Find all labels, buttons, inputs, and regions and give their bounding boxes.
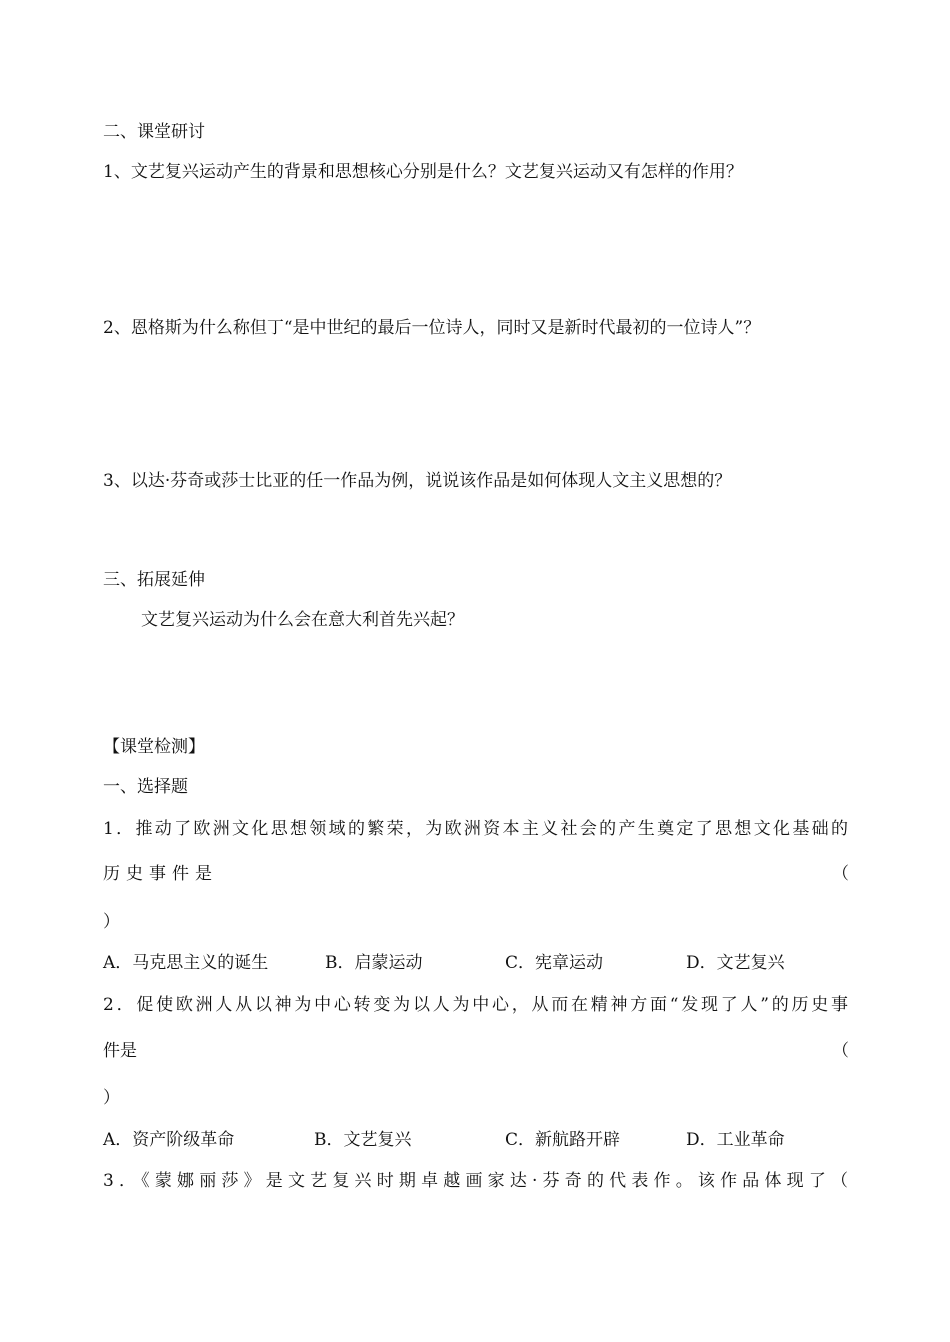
test-question-3-line-1: 3．《蒙娜丽莎》是文艺复兴时期卓越画家达·芬奇的代表作。该作品体现了（ xyxy=(103,1171,848,1191)
test-question-2-open-paren: （ xyxy=(832,1041,849,1061)
test-question-1-open-paren: （ xyxy=(832,864,849,884)
test-question-2-option-c: C．新航路开辟 xyxy=(505,1130,621,1150)
test-question-2-option-d: D．工业革命 xyxy=(686,1130,785,1150)
discussion-question-1: 1、文艺复兴运动产生的背景和思想核心分别是什么？文艺复兴运动又有怎样的作用？ xyxy=(103,162,743,182)
test-question-1-close-paren: ） xyxy=(103,912,120,932)
test-question-1-line-2: 历史事件是 xyxy=(103,864,218,884)
discussion-question-2: 2、恩格斯为什么称但丁“是中世纪的最后一位诗人，同时又是新时代最初的一位诗人”？ xyxy=(103,318,761,338)
test-question-2-close-paren: ） xyxy=(103,1088,120,1108)
test-question-1-option-b: B．启蒙运动 xyxy=(325,953,423,973)
test-question-2-line-1: 2．促使欧洲人从以神为中心转变为以人为中心，从而在精神方面“发现了人”的历史事 xyxy=(103,995,848,1015)
test-question-2-line-2: 件是 xyxy=(103,1041,137,1061)
section-2-title: 二、课堂研讨 xyxy=(103,122,205,142)
test-question-1-line-1: 1．推动了欧洲文化思想领域的繁荣，为欧洲资本主义社会的产生奠定了思想文化基础的 xyxy=(103,819,848,839)
extension-question: 文艺复兴运动为什么会在意大利首先兴起？ xyxy=(141,610,464,630)
test-question-1-option-d: D．文艺复兴 xyxy=(686,953,785,973)
test-question-2-option-a: A．资产阶级革命 xyxy=(103,1130,235,1150)
test-question-2-option-b: B．文艺复兴 xyxy=(314,1130,412,1150)
section-3-title: 三、拓展延伸 xyxy=(103,570,205,590)
test-question-1-option-a: A．马克思主义的诞生 xyxy=(103,953,269,973)
choice-section-title: 一、选择题 xyxy=(103,777,188,797)
discussion-question-3: 3、以达·芬奇或莎士比亚的任一作品为例，说说该作品是如何体现人文主义思想的？ xyxy=(103,471,732,491)
test-question-1-option-c: C．宪章运动 xyxy=(505,953,604,973)
classroom-test-header: 【课堂检测】 xyxy=(103,737,205,757)
